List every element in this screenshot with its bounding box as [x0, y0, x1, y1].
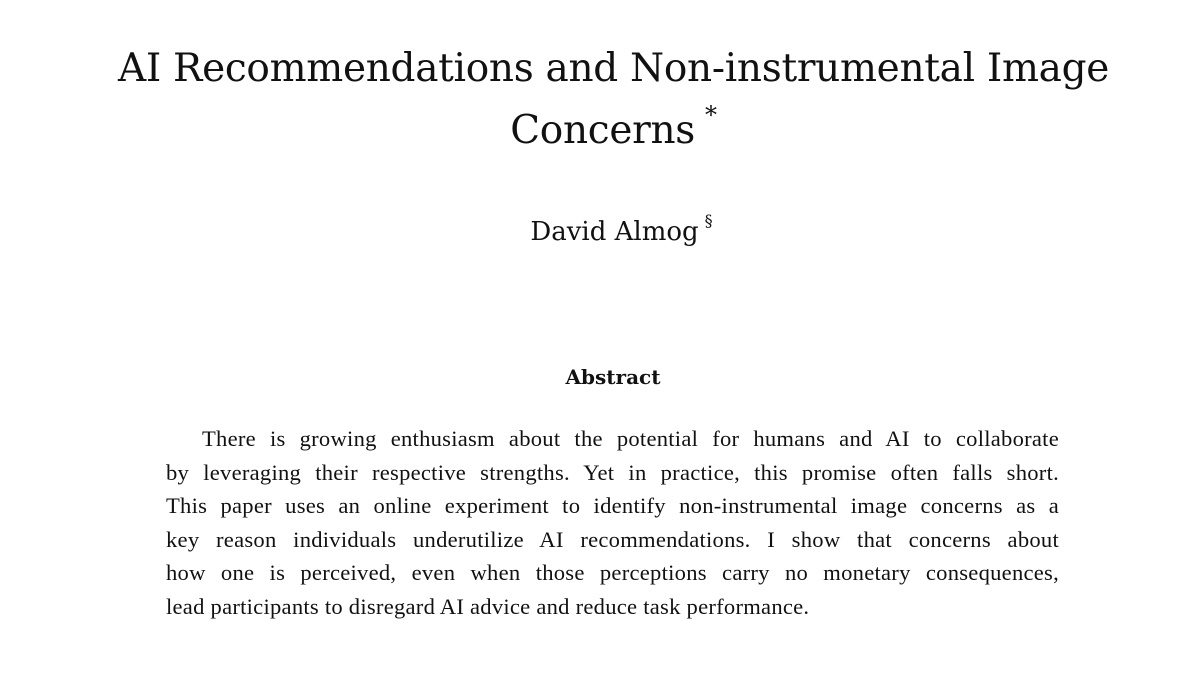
- paper-title-line-2: [0, 100, 1200, 162]
- author-name: [0, 210, 1200, 254]
- title-footnote-mark[interactable]: *: [705, 101, 717, 129]
- abstract-line: how one is perceived, even when those perceptions carry no monetary consequences,: [166, 560, 1059, 586]
- abstract-line: lead participants to disregard AI advice and reduce task performance.: [166, 593, 810, 619]
- abstract-line: This paper uses an online experiment to identify non-instrumental image concerns as a: [166, 493, 1059, 519]
- abstract-body: [166, 422, 1059, 624]
- author-text: David Almog: [530, 217, 699, 247]
- abstract-line: by leveraging their respective strengths. Yet in practice, this promise often falls short.: [166, 459, 1059, 485]
- abstract-line: There is growing enthusiasm about the potential for humans and AI to collaborate: [202, 426, 1059, 451]
- title-text-2: Concerns: [510, 108, 696, 153]
- author-footnote-mark[interactable]: §: [704, 211, 713, 231]
- abstract-heading: Abstract: [565, 365, 661, 389]
- title-text-1: AI Recommendations and Non-instrumental Image: [117, 46, 1110, 91]
- abstract-line: key reason individuals underutilize AI recommendations. I show that concerns about: [166, 526, 1059, 552]
- paper-title-line-1: [0, 38, 1200, 100]
